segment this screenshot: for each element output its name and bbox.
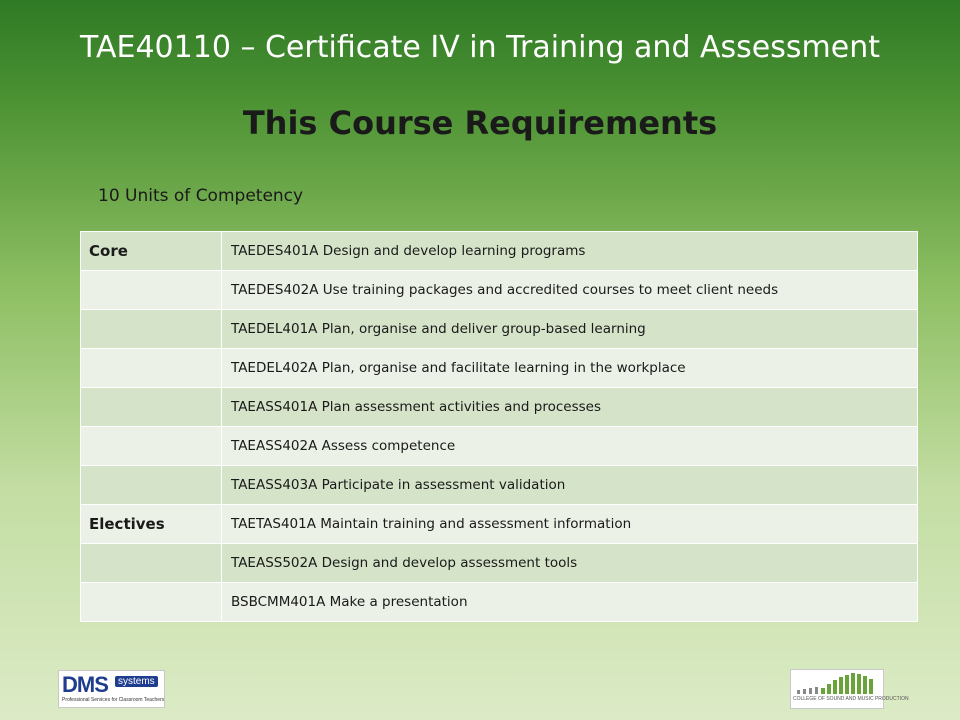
table-row xyxy=(81,583,918,622)
table-row xyxy=(81,505,918,544)
unit-cell: TAETAS401A Maintain training and assessment information xyxy=(222,505,918,544)
category-cell xyxy=(81,349,222,388)
table-row xyxy=(81,427,918,466)
unit-cell: TAEASS502A Design and develop assessment tools xyxy=(222,544,918,583)
table-row xyxy=(81,349,918,388)
dms-logo-tagline: Professional Services for Classroom Teachers xyxy=(62,697,165,703)
category-cell xyxy=(81,544,222,583)
college-logo-graphic xyxy=(791,670,883,696)
college-logo xyxy=(790,669,909,709)
college-logo-text: COLLEGE OF SOUND AND MUSIC PRODUCTION xyxy=(793,696,909,702)
course-requirements-table xyxy=(80,231,918,622)
category-cell xyxy=(81,271,222,310)
category-cell xyxy=(81,583,222,622)
unit-cell: TAEDEL401A Plan, organise and deliver group-based learning xyxy=(222,310,918,349)
unit-cell: TAEDES401A Design and develop learning programs xyxy=(222,232,918,271)
unit-cell: BSBCMM401A Make a presentation xyxy=(222,583,918,622)
category-cell xyxy=(81,466,222,505)
table-row xyxy=(81,388,918,427)
unit-cell: TAEASS401A Plan assessment activities and processes xyxy=(222,388,918,427)
table-row xyxy=(81,271,918,310)
unit-cell: TAEASS402A Assess competence xyxy=(222,427,918,466)
table-row xyxy=(81,466,918,505)
category-cell xyxy=(81,310,222,349)
table-row xyxy=(81,232,918,271)
table-row xyxy=(81,544,918,583)
dms-logo-systems: systems xyxy=(115,676,158,687)
unit-cell: TAEDES402A Use training packages and accredited courses to meet client needs xyxy=(222,271,918,310)
slide-title: TAE40110 – Certificate IV in Training and Assessment xyxy=(80,30,880,65)
dms-systems-logo xyxy=(58,670,165,708)
unit-cell: TAEASS403A Participate in assessment validation xyxy=(222,466,918,505)
units-count-text: 10 Units of Competency xyxy=(98,186,304,206)
slide-subtitle: This Course Requirements xyxy=(242,104,718,142)
category-cell: Electives xyxy=(81,505,222,544)
category-cell xyxy=(81,388,222,427)
dms-logo-name: DMS xyxy=(62,672,108,697)
unit-cell: TAEDEL402A Plan, organise and facilitate learning in the workplace xyxy=(222,349,918,388)
category-cell xyxy=(81,427,222,466)
category-cell: Core xyxy=(81,232,222,271)
table-row xyxy=(81,310,918,349)
